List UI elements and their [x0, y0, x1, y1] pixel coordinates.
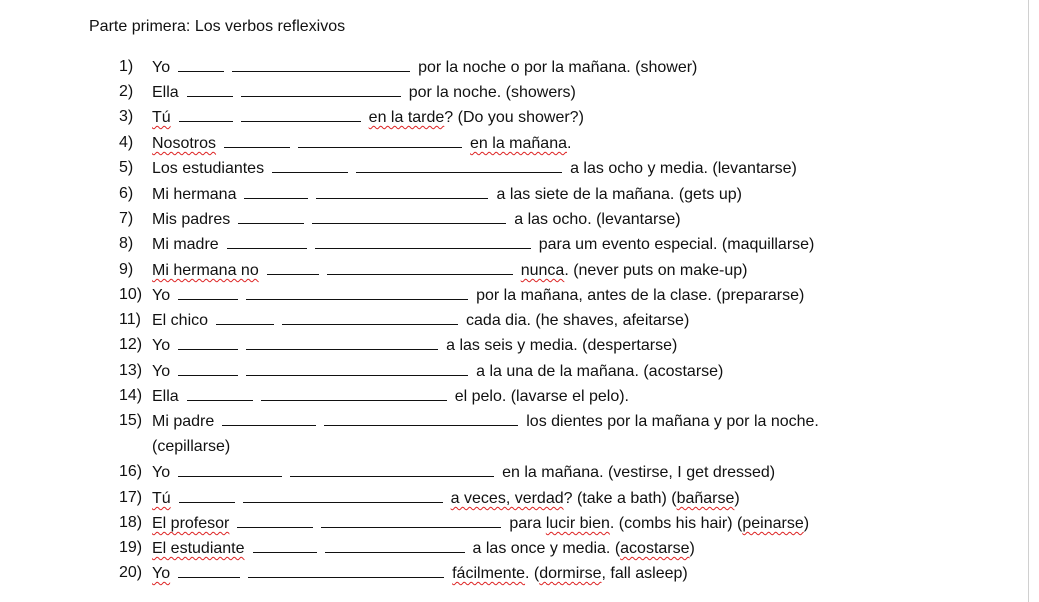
answer-blank[interactable] — [216, 309, 274, 325]
item-subject: Nosotros — [152, 135, 217, 152]
item-sentence — [152, 487, 740, 510]
item-number: 7) — [119, 210, 134, 227]
answer-blank[interactable] — [312, 208, 506, 224]
item-number: 9) — [119, 261, 134, 278]
item-prompt-part: acostarse — [620, 540, 690, 557]
item-subject: Yo — [152, 363, 171, 380]
item-prompt: a las seis y media. (despertarse) — [446, 337, 678, 354]
item-prompt: a las siete de la mañana. (gets up) — [496, 186, 742, 203]
item-prompt — [470, 135, 571, 152]
item-subject: Yo — [152, 287, 171, 304]
answer-blank[interactable] — [241, 81, 401, 97]
item-prompt-part: . (combs his hair) ( — [609, 515, 743, 532]
item-prompt-part: nunca — [520, 262, 565, 279]
item-number: 15) — [119, 412, 143, 429]
item-prompt: a las ocho y media. (levantarse) — [570, 160, 797, 177]
item-subject: Yo — [152, 59, 171, 76]
answer-blank[interactable] — [298, 132, 462, 148]
item-prompt — [473, 540, 695, 557]
item-subject: Tú — [152, 490, 171, 507]
item-subject: El estudiante — [152, 540, 245, 557]
item-sentence — [152, 512, 809, 535]
item-number: 11) — [119, 311, 141, 328]
answer-blank[interactable] — [178, 56, 224, 72]
item-subject: Mis padres — [152, 211, 231, 228]
item-sentence — [152, 208, 681, 231]
item-subject: Los estudiantes — [152, 160, 265, 177]
item-prompt — [521, 262, 748, 279]
worksheet-title: Parte primera: Los verbos reflexivos — [89, 18, 346, 35]
item-prompt-part: ? (Do you shower?) — [444, 109, 584, 126]
item-prompt-part: a veces, verdad — [450, 490, 564, 507]
item-sentence — [152, 334, 677, 357]
item-subject: Mi padre — [152, 413, 215, 430]
answer-blank[interactable] — [227, 233, 307, 249]
item-prompt-part: fácilmente — [452, 565, 526, 582]
item-prompt: los dientes por la mañana y por la noche. — [526, 413, 819, 430]
item-subject: El profesor — [152, 515, 230, 532]
item-subject: Yo — [152, 337, 171, 354]
item-prompt — [369, 109, 584, 126]
answer-blank[interactable] — [222, 410, 316, 426]
answer-blank[interactable] — [179, 106, 233, 122]
answer-blank[interactable] — [187, 385, 253, 401]
answer-blank[interactable] — [315, 233, 531, 249]
item-number: 14) — [119, 387, 143, 404]
item-sentence — [152, 106, 584, 129]
answer-blank[interactable] — [232, 56, 410, 72]
item-sentence — [152, 56, 697, 79]
answer-blank[interactable] — [178, 360, 238, 376]
item-subject: Ella — [152, 84, 179, 101]
item-sentence — [152, 132, 571, 155]
item-sentence — [152, 157, 797, 180]
item-prompt: por la noche o por la mañana. (shower) — [418, 59, 698, 76]
item-sentence — [152, 284, 804, 307]
item-subject: Yo — [152, 464, 171, 481]
answer-blank[interactable] — [356, 157, 562, 173]
item-prompt-part: , fall asleep) — [601, 565, 688, 582]
answer-blank[interactable] — [178, 334, 238, 350]
item-prompt — [452, 565, 688, 582]
answer-blank[interactable] — [246, 284, 468, 300]
answer-blank[interactable] — [246, 334, 438, 350]
item-prompt-part: ? (take a bath) ( — [563, 490, 677, 507]
answer-blank[interactable] — [237, 512, 313, 528]
item-number: 18) — [119, 514, 143, 531]
answer-blank[interactable] — [179, 487, 235, 503]
item-number: 10) — [119, 286, 143, 303]
item-prompt: a las ocho. (levantarse) — [514, 211, 681, 228]
answer-blank[interactable] — [238, 208, 304, 224]
item-number: 5) — [119, 159, 134, 176]
item-prompt-part: . (never puts on make-up) — [564, 262, 748, 279]
item-number: 8) — [119, 235, 134, 252]
item-prompt-part: dormirse — [539, 565, 602, 582]
item-number: 2) — [119, 83, 134, 100]
answer-blank[interactable] — [243, 487, 443, 503]
item-sentence — [152, 81, 576, 104]
item-prompt — [451, 490, 740, 507]
item-subject: Mi madre — [152, 236, 219, 253]
answer-blank[interactable] — [325, 537, 465, 553]
item-sentence — [152, 385, 629, 408]
item-prompt-part: bañarse — [676, 490, 735, 507]
item-prompt-part: peinarse — [742, 515, 804, 532]
item-number: 19) — [119, 539, 143, 556]
item-prompt-part: a las once y media. ( — [472, 540, 621, 557]
item-prompt: a la una de la mañana. (acostarse) — [476, 363, 724, 380]
item-prompt: para um evento especial. (maquillarse) — [538, 236, 815, 253]
answer-blank[interactable] — [187, 81, 233, 97]
answer-blank[interactable] — [241, 106, 361, 122]
item-prompt: en la mañana. (vestirse, I get dressed) — [502, 464, 776, 481]
answer-blank[interactable] — [290, 461, 494, 477]
answer-blank[interactable] — [178, 461, 282, 477]
item-subject: Mi hermana — [152, 186, 237, 203]
item-prompt-part: en la tarde — [368, 109, 445, 126]
answer-blank[interactable] — [246, 360, 468, 376]
answer-blank[interactable] — [267, 259, 319, 275]
answer-blank[interactable] — [282, 309, 458, 325]
item-prompt-part: en la mañana — [470, 135, 567, 152]
item-subject: Tú — [152, 109, 171, 126]
item-prompt: por la mañana, antes de la clase. (prepararse) — [476, 287, 805, 304]
item-sentence — [152, 259, 748, 282]
item-number: 16) — [119, 463, 143, 480]
item-sentence — [152, 233, 814, 256]
answer-blank[interactable] — [327, 259, 513, 275]
item-prompt-part: . — [567, 135, 572, 152]
item-subject: El chico — [152, 312, 209, 329]
item-prompt: cada dia. (he shaves, afeitarse) — [466, 312, 690, 329]
item-sentence — [152, 562, 688, 585]
item-prompt: por la noche. (showers) — [408, 84, 576, 101]
item-prompt-part: ) — [734, 490, 740, 507]
item-prompt-part: para — [509, 515, 546, 532]
item-sentence — [152, 309, 689, 332]
item-number: 17) — [119, 489, 143, 506]
item-number: 3) — [119, 108, 134, 125]
item-sentence — [152, 461, 775, 484]
answer-blank[interactable] — [261, 385, 447, 401]
item-sentence — [152, 410, 819, 433]
item-number: 12) — [119, 336, 143, 353]
answer-blank[interactable] — [324, 410, 518, 426]
answer-blank[interactable] — [253, 537, 317, 553]
answer-blank[interactable] — [272, 157, 348, 173]
item-number: 4) — [119, 134, 134, 151]
item-number: 1) — [119, 58, 134, 75]
item-subject: Mi hermana no — [152, 262, 259, 279]
item-continuation: (cepillarse) — [152, 438, 231, 455]
answer-blank[interactable] — [244, 183, 308, 199]
item-sentence — [152, 537, 695, 560]
item-subject: Yo — [152, 565, 171, 582]
answer-blank[interactable] — [316, 183, 488, 199]
item-prompt-part: lucir bien — [545, 515, 610, 532]
item-number: 13) — [119, 362, 143, 379]
item-number: 6) — [119, 185, 134, 202]
item-sentence — [152, 183, 742, 206]
item-prompt-part: ) — [803, 515, 810, 532]
answer-blank[interactable] — [321, 512, 501, 528]
answer-blank[interactable] — [248, 562, 444, 578]
item-prompt: el pelo. (lavarse el pelo). — [454, 388, 629, 405]
item-number: 20) — [119, 564, 143, 581]
item-subject: Ella — [152, 388, 179, 405]
item-prompt-part: ) — [689, 540, 695, 557]
answer-blank[interactable] — [178, 284, 238, 300]
item-prompt — [509, 515, 809, 532]
answer-blank[interactable] — [178, 562, 240, 578]
item-sentence — [152, 360, 723, 383]
item-prompt-part: . ( — [525, 565, 540, 582]
answer-blank[interactable] — [224, 132, 290, 148]
